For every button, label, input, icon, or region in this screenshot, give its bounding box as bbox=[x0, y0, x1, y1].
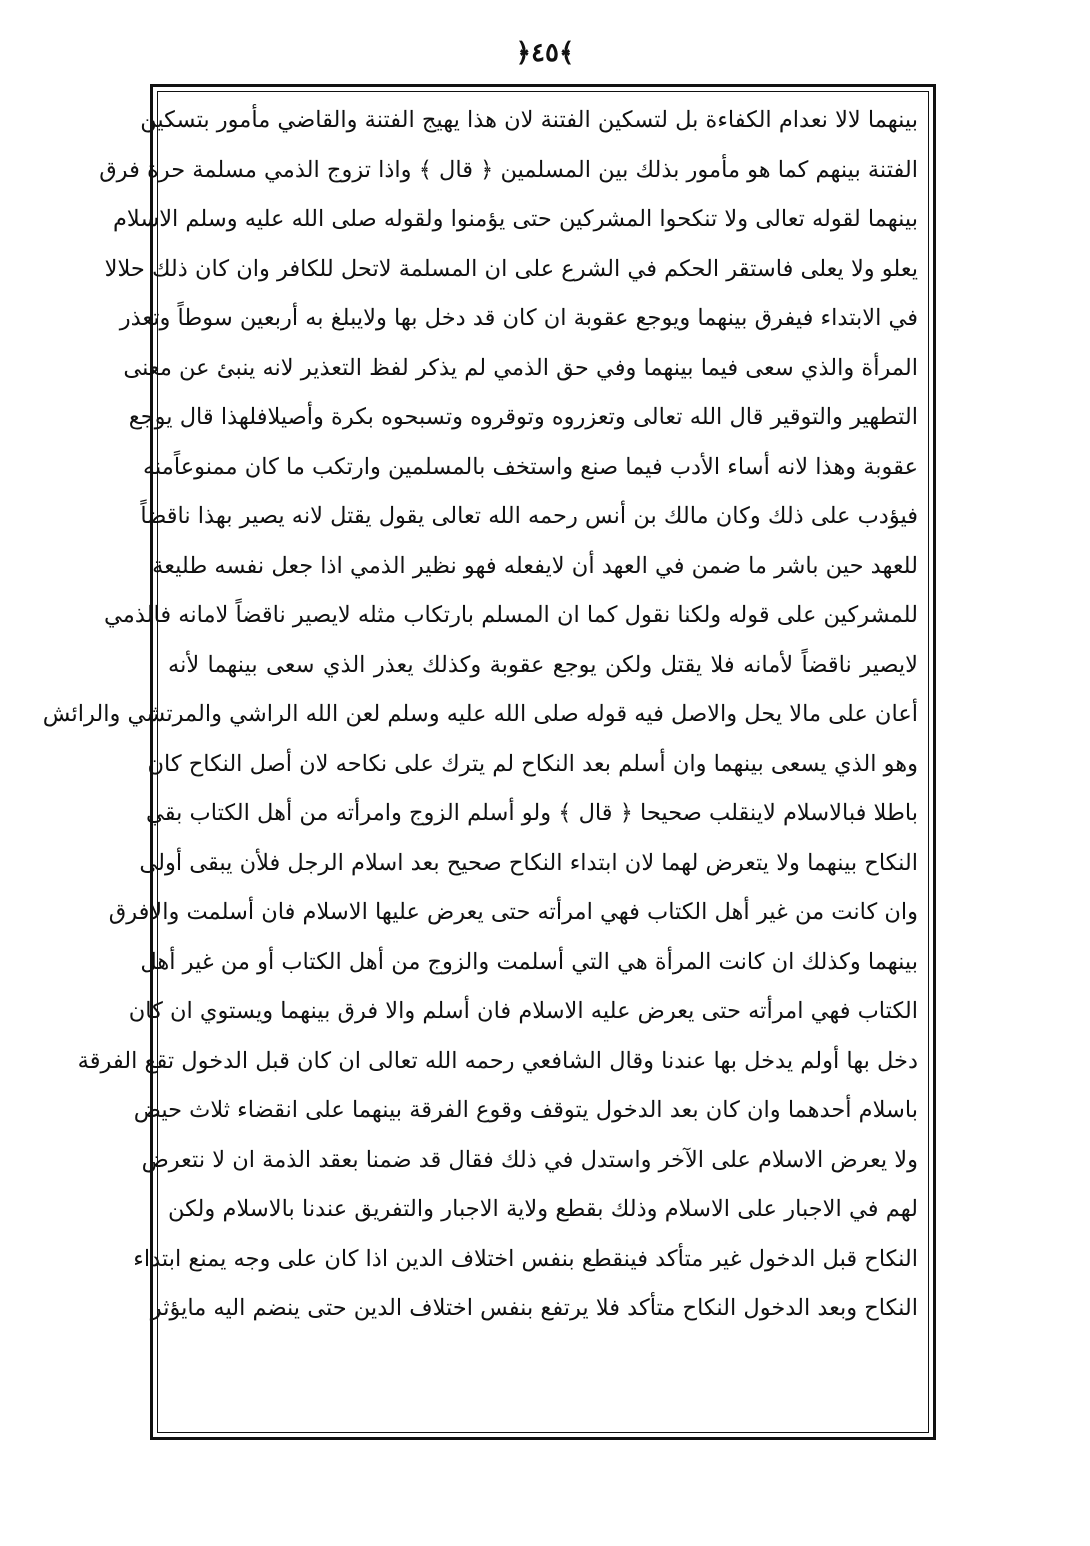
text-line-12: لايصير ناقضاً لأمانه فلا يقتل ولكن يوجع عقوبة وكذلك يعذر الذي سعى بينهما لأنه bbox=[168, 651, 918, 678]
text-line-4: يعلو ولا يعلى فاستقر الحكم في الشرع على ان المسلمة لاتحل للكافر وان كان ذلك حلالا bbox=[104, 255, 918, 282]
text-line-14: وهو الذي يسعى بينهما وان أسلم بعد النكاح لم يترك على نكاحه لان أصل النكاح كان bbox=[147, 750, 918, 777]
page-number: ﴿٤٥﴾ bbox=[515, 38, 575, 68]
text-line-1: بينهما لالا نعدام الكفاءة بل لتسكين الفتنة لان هذا يهيج الفتنة والقاضي مأمور بتسكين bbox=[140, 107, 918, 133]
text-line-8: عقوبة وهذا لانه أساء الأدب فيما صنع واستخف بالمسلمين وارتكب ما كان ممنوعاًمنه bbox=[142, 453, 918, 480]
text-line-6: المرأة والذي سعى فيما بينهما وفي حق الذمي لم يذكر لفظ التعذير لانه ينبئ عن معنى bbox=[123, 354, 918, 381]
text-line-11: للمشركين على قوله ولكنا نقول كما ان المسلم بارتكاب مثله لايصير ناقضاً لامانه فالذمي bbox=[104, 602, 918, 628]
text-line-3: بينهما لقوله تعالى ولا تنكحوا المشركين حتى يؤمنوا ولقوله صلى الله عليه وسلم الاسلام bbox=[112, 206, 918, 232]
text-line-10: للعهد حين باشر ما ضمن في العهد أن لايفعله فهو نظير الذمي اذا جعل نفسه طليعة bbox=[152, 552, 918, 579]
text-line-13: أعان على مالا يحل والاصل فيه قوله صلى الله عليه وسلم لعن الله الراشي والمرتشي والرائش bbox=[42, 701, 918, 727]
text-line-18: بينهما وكذلك ان كانت المرأة هي التي أسلمت والزوج من أهل الكتاب أو من غير أهل bbox=[140, 948, 918, 975]
text-line-7: التطهير والتوقير قال الله تعالى وتعزروه وتوقروه وتسبحوه بكرة وأصيلافلهذا قال يوجع bbox=[128, 404, 918, 430]
text-line-22: ولا يعرض الاسلام على الآخر واستدل في ذلك فقال قد ضمنا بعقد الذمة ان لا نتعرض bbox=[141, 1146, 918, 1173]
text-line-16: النكاح بينهما ولا يتعرض لهما لان ابتداء النكاح صحيح بعد اسلام الرجل فلأن يبقى أولى bbox=[139, 849, 918, 876]
text-line-15: باطلا فبالاسلام لاينقلب صحيحا ﴿ قال ﴾ ولو أسلم الزوج وامرأته من أهل الكتاب بقي bbox=[146, 800, 918, 826]
text-block bbox=[42, 96, 918, 1334]
text-line-19: الكتاب فهي امرأته حتى يعرض عليه الاسلام فان أسلم والا فرق بينهما ويستوي ان كان bbox=[128, 998, 918, 1024]
text-line-9: فيؤدب على ذلك وكان مالك بن أنس رحمه الله تعالى يقول يقتل لانه يصير بهذا ناقضاً bbox=[140, 503, 918, 529]
text-line-17: وان كانت من غير أهل الكتاب فهي امرأته حتى يعرض عليها الاسلام فان أسلمت والافرق bbox=[108, 899, 918, 925]
text-line-2: الفتنة بينهم كما هو مأمور بذلك بين المسلمين ﴿ قال ﴾ واذا تزوج الذمي مسلمة حرة فرق bbox=[99, 156, 918, 183]
text-line-5: في الابتداء فيفرق بينهما ويوجع عقوبة ان كان قد دخل بها ولايبلغ به أربعين سوطاً وتعذر bbox=[119, 305, 918, 331]
text-line-23: لهم في الاجبار على الاسلام وذلك بقطع ولاية الاجبار والتفريق عندنا بالاسلام ولكن bbox=[168, 1196, 918, 1222]
text-line-21: باسلام أحدهما وان كان بعد الدخول يتوقف وقوع الفرقة بينهما على انقضاء ثلاث حيض bbox=[133, 1097, 918, 1123]
text-line-25: النكاح وبعد الدخول النكاح متأكد فلا يرتفع بنفس اختلاف الدين حتى ينضم اليه مايؤثر bbox=[150, 1295, 918, 1321]
text-line-20: دخل بها أولم يدخل بها عندنا وقال الشافعي رحمه الله تعالى ان كان قبل الدخول تقع الفرقة bbox=[77, 1047, 918, 1074]
text-line-24: النكاح قبل الدخول غير متأكد فينقطع بنفس اختلاف الدين اذا كان على وجه يمنع ابتداء bbox=[133, 1245, 918, 1272]
